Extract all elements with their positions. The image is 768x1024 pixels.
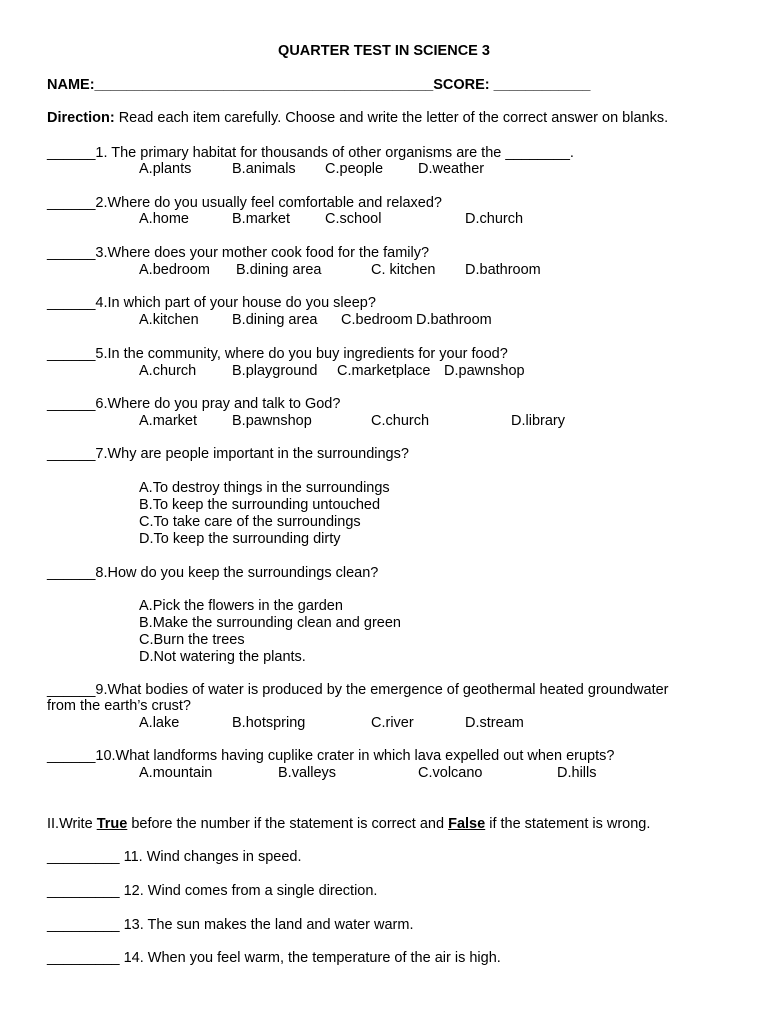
option-1d: D.weather [418,161,485,177]
answer-blank-9[interactable]: ______ [47,682,96,698]
option-3a: A.bedroom [139,262,210,278]
answer-blank-8[interactable]: ______ [47,565,96,581]
part2-intro-a: II.Write [47,816,97,832]
option-5c: C.marketplace [337,363,431,379]
option-1c: C.people [325,161,384,177]
page-title: QUARTER TEST IN SCIENCE 3 [278,43,490,59]
option-10d: D.hills [557,765,597,781]
question-text-8: 8.How do you keep the surroundings clean? [95,565,379,581]
tf-text-14: 14. When you feel warm, the temperature of the air is high. [119,950,501,966]
option-2a: A.home [139,211,189,227]
tf-text-13: 13. The sun makes the land and water warm. [119,917,414,933]
option-7d: D.To keep the surrounding dirty [139,531,341,547]
part2-intro-b: before the number if the statement is correct and [127,816,449,832]
option-3b: B.dining area [236,262,322,278]
tf-item-13 [47,917,414,934]
question-4 [47,295,376,312]
option-10c: C.volcano [418,765,483,781]
direction-line [47,110,668,127]
answer-blank-2[interactable]: ______ [47,195,96,211]
question-text-1: 1. The primary habitat for thousands of other organisms are the ________. [95,145,574,161]
option-6d: D.library [511,413,565,429]
option-1a: A.plants [139,161,192,177]
question-text-10: 10.What landforms having cuplike crater in which lava expelled out when erupts? [95,748,615,764]
false-word: False [448,816,486,832]
answer-blank-1[interactable]: ______ [47,145,96,161]
option-4d: D.bathroom [416,312,492,328]
question-text-4: 4.In which part of your house do you sleep? [95,295,376,311]
tf-blank-13[interactable]: _________ [47,917,120,933]
option-3c: C. kitchen [371,262,436,278]
tf-item-11 [47,849,301,866]
option-6c: C.church [371,413,430,429]
option-2d: D.church [465,211,524,227]
tf-item-12 [47,883,377,900]
tf-text-11: 11. Wind changes in speed. [119,849,302,865]
question-3 [47,245,429,262]
name-field[interactable]: __________________________________________ [94,77,434,93]
answer-blank-5[interactable]: ______ [47,346,96,362]
question-5 [47,346,508,363]
tf-blank-12[interactable]: _________ [47,883,120,899]
option-4c: C.bedroom [341,312,413,328]
option-9c: C.river [371,715,414,731]
option-7a: A.To destroy things in the surroundings [139,480,390,496]
option-10b: B.valleys [278,765,337,781]
answer-blank-10[interactable]: ______ [47,748,96,764]
answer-blank-3[interactable]: ______ [47,245,96,261]
part2-intro-c: if the statement is wrong. [485,816,651,832]
question-text-9: 9.What bodies of water is produced by the emergence of geothermal heated groundwater [95,682,669,698]
options-8 [139,598,401,666]
option-7b: B.To keep the surrounding untouched [139,497,381,513]
question-10 [47,748,614,765]
question-text-6: 6.Where do you pray and talk to God? [95,396,341,412]
option-9b: B.hotspring [232,715,306,731]
question-6 [47,396,340,413]
question-text-2: 2.Where do you usually feel comfortable and relaxed? [95,195,442,211]
option-6b: B.pawnshop [232,413,312,429]
question-text-3: 3.Where does your mother cook food for the family? [95,245,430,261]
question-text-5: 5.In the community, where do you buy ingredients for your food? [95,346,508,362]
option-4b: B.dining area [232,312,318,328]
question-7 [47,446,409,463]
option-8c: C.Burn the trees [139,632,245,648]
tf-text-12: 12. Wind comes from a single direction. [119,883,378,899]
tf-blank-14[interactable]: _________ [47,950,120,966]
tf-item-14 [47,950,501,967]
option-10a: A.mountain [139,765,213,781]
direction-label: Direction: [47,110,115,126]
option-3d: D.bathroom [465,262,541,278]
part2-instructions [47,816,650,833]
option-6a: A.market [139,413,198,429]
option-2c: C.school [325,211,382,227]
option-5d: D.pawnshop [444,363,525,379]
option-4a: A.kitchen [139,312,199,328]
name-label: NAME: [47,77,95,93]
name-score-line [47,77,590,94]
answer-blank-4[interactable]: ______ [47,295,96,311]
option-5a: A.church [139,363,197,379]
question-8 [47,565,378,582]
options-7 [139,480,390,548]
option-5b: B.playground [232,363,318,379]
option-8a: A.Pick the flowers in the garden [139,598,343,614]
question-2 [47,195,442,212]
true-word: True [96,816,128,832]
score-label: SCORE: [433,77,490,93]
option-2b: B.market [232,211,291,227]
question-text-9-cont: from the earth’s crust? [47,698,191,714]
tf-blank-11[interactable]: _________ [47,849,120,865]
answer-blank-6[interactable]: ______ [47,396,96,412]
score-field[interactable]: ____________ [493,77,591,93]
question-9 [47,682,669,699]
option-9d: D.stream [465,715,524,731]
option-8d: D.Not watering the plants. [139,649,306,665]
direction-text: Read each item carefully. Choose and write the letter of the correct answer on blanks. [114,110,669,126]
option-7c: C.To take care of the surroundings [139,514,361,530]
option-8b: B.Make the surrounding clean and green [139,615,401,631]
question-text-7: 7.Why are people important in the surroundings? [95,446,409,462]
option-9a: A.lake [139,715,180,731]
question-1 [47,145,574,162]
option-1b: B.animals [232,161,296,177]
answer-blank-7[interactable]: ______ [47,446,96,462]
